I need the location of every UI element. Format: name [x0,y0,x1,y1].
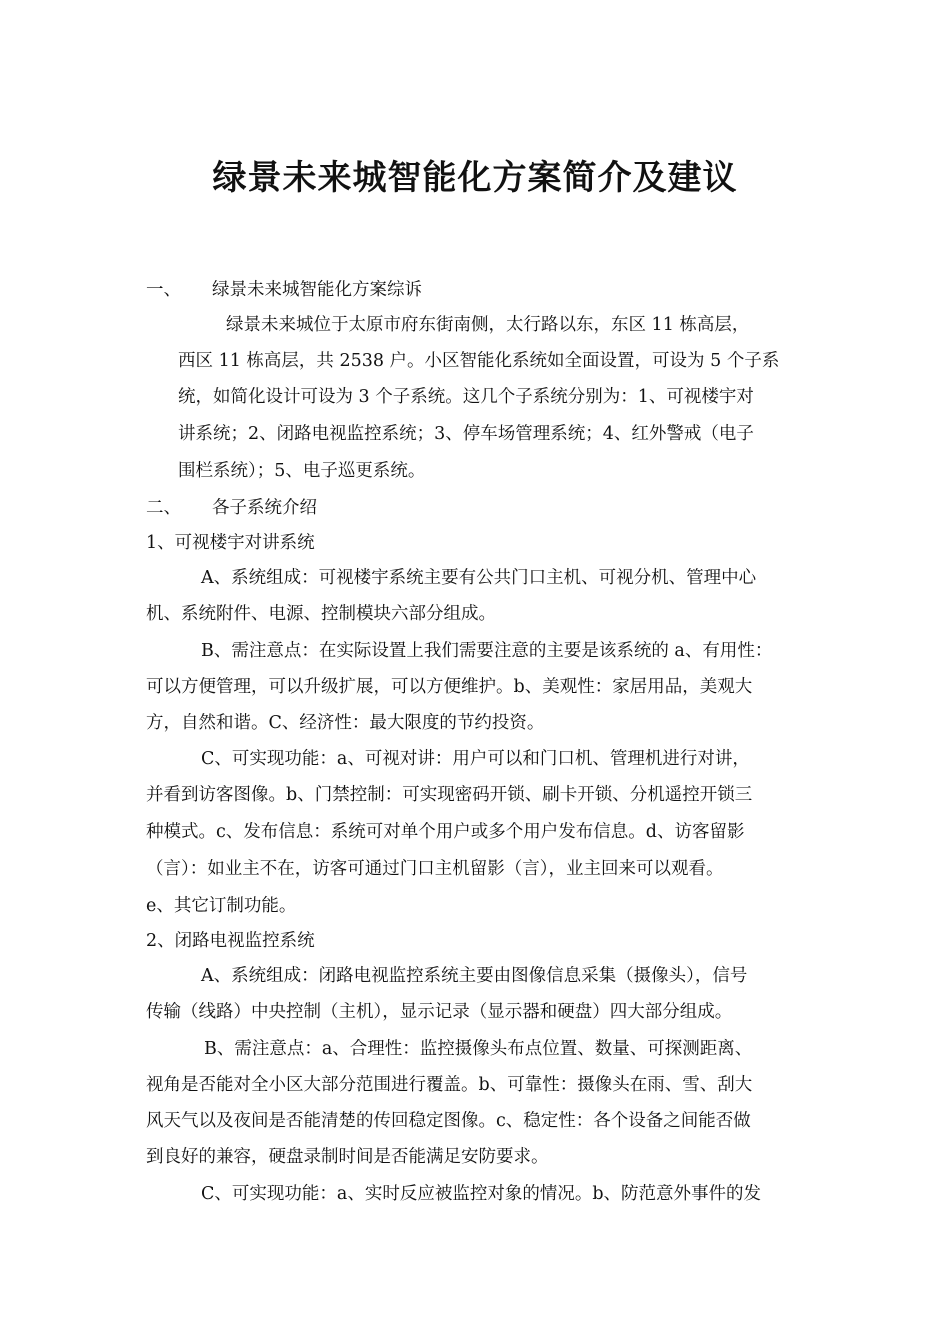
subsection-heading: 2、闭路电视监控系统 [146,931,315,951]
paragraph-line: 统，如简化设计可设为 3 个子系统。这几个子系统分别为：1、可视楼宇对 [178,387,754,407]
paragraph-line: 到良好的兼容，硬盘录制时间是否能满足安防要求。 [146,1147,549,1167]
paragraph-line: 传输（线路）中央控制（主机），显示记录（显示器和硬盘）四大部分组成。 [146,1002,733,1022]
paragraph-line: A、系统组成：可视楼宇系统主要有公共门口主机、可视分机、管理中心 [201,568,757,588]
paragraph-line: （言）：如业主不在，访客可通过门口主机留影（言），业主回来可以观看。 [146,859,724,879]
paragraph-line: 视角是否能对全小区大部分范围进行覆盖。b、可靠性：摄像头在雨、雪、刮大 [146,1075,753,1095]
subsection-heading: 1、可视楼宇对讲系统 [146,533,315,553]
section-title: 各子系统介绍 [212,498,317,518]
paragraph-line: e、其它订制功能。 [146,896,297,916]
paragraph-line: 围栏系统）；5、电子巡更系统。 [178,461,426,481]
section-title: 绿景未来城智能化方案综诉 [212,280,422,300]
paragraph-line: 方，自然和谐。C、经济性：最大限度的节约投资。 [146,713,545,733]
section-number: 二、 [146,498,181,518]
section-heading [146,496,317,520]
paragraph-line: 并看到访客图像。b、门禁控制：可实现密码开锁、刷卡开锁、分机遥控开锁三 [146,785,753,805]
paragraph-line: C、可实现功能：a、实时反应被监控对象的情况。b、防范意外事件的发 [201,1184,762,1204]
paragraph-line: 绿景未来城位于太原市府东街南侧，太行路以东，东区 11 栋高层， [226,315,750,335]
paragraph-line: 风天气以及夜间是否能清楚的传回稳定图像。c、稳定性：各个设备之间能否做 [146,1111,751,1131]
section-number: 一、 [146,280,181,300]
paragraph-line: 可以方便管理，可以升级扩展，可以方便维护。b、美观性：家居用品，美观大 [146,677,753,697]
section-heading [146,278,422,302]
paragraph-line: B、需注意点：在实际设置上我们需要注意的主要是该系统的 a、有用性： [201,641,773,661]
paragraph-line: B、需注意点：a、合理性：监控摄像头布点位置、数量、可探测距离、 [204,1039,753,1059]
paragraph-line: C、可实现功能：a、可视对讲：用户可以和门口机、管理机进行对讲， [201,749,750,769]
paragraph-line: 机、系统附件、电源、控制模块六部分组成。 [146,604,496,624]
document-title: 绿景未来城智能化方案简介及建议 [212,158,738,198]
paragraph-line: 西区 11 栋高层，共 2538 户。小区智能化系统如全面设置，可设为 5 个子系 [178,351,780,371]
paragraph-line: 讲系统；2、闭路电视监控系统；3、停车场管理系统；4、红外警戒（电子 [178,424,754,444]
paragraph-line: A、系统组成：闭路电视监控系统主要由图像信息采集（摄像头），信号 [201,966,748,986]
paragraph-line: 种模式。c、发布信息：系统可对单个用户或多个用户发布信息。d、访客留影 [146,822,745,842]
